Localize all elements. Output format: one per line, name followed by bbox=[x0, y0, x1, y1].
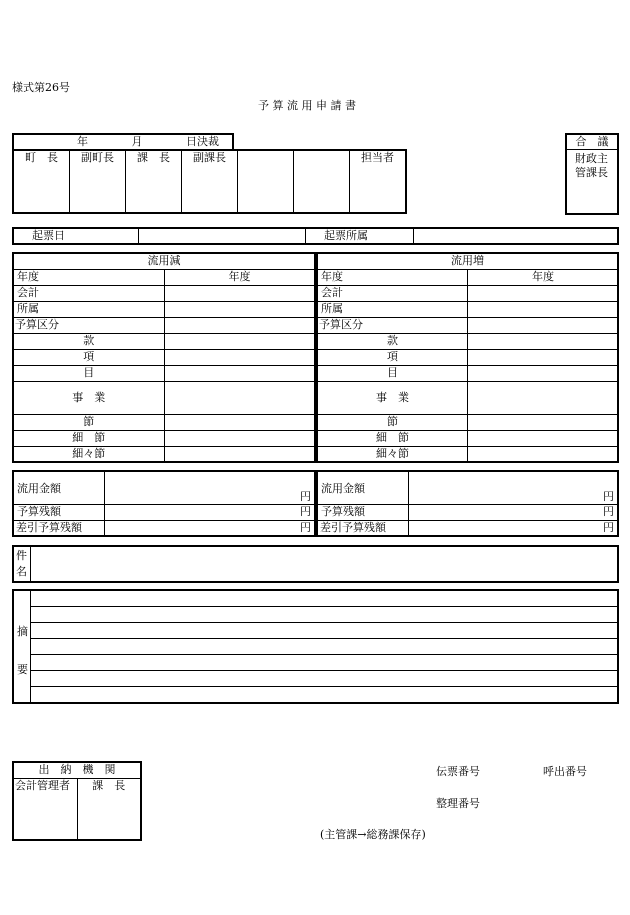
summary-box bbox=[12, 589, 619, 704]
kihyo-date-label: 起票日 bbox=[13, 228, 139, 244]
inc-jigyou-value[interactable] bbox=[468, 381, 619, 414]
dec-nendo-value[interactable]: 年度 bbox=[164, 269, 315, 285]
inc-saisaisetsu-value[interactable] bbox=[468, 446, 619, 462]
council-finance[interactable]: 財政主管課長 bbox=[566, 150, 618, 214]
dec-shozoku-label: 所属 bbox=[13, 301, 164, 317]
inc-nendo-value[interactable]: 年度 bbox=[468, 269, 619, 285]
inc-ryuyou-label: 流用金額 bbox=[317, 471, 409, 504]
approver-tanto[interactable]: 担当者 bbox=[350, 150, 407, 213]
inc-nendo-label: 年度 bbox=[317, 269, 468, 285]
treasury-kaikei[interactable]: 会計管理者 bbox=[13, 778, 77, 840]
inc-shozoku-value[interactable] bbox=[468, 301, 619, 317]
approver-blank-2[interactable] bbox=[294, 150, 350, 213]
summary-label-2: 要 bbox=[17, 663, 28, 676]
dec-setsu-value[interactable] bbox=[164, 414, 315, 430]
inc-kan-label: 款 bbox=[317, 333, 468, 349]
dec-sashihiki-value[interactable]: 円 bbox=[105, 520, 316, 536]
approver-fukukacho[interactable]: 副課長 bbox=[182, 150, 238, 213]
summary-line[interactable] bbox=[31, 654, 617, 655]
dec-kaikei-label: 会計 bbox=[13, 285, 164, 301]
increase-header: 流用増 bbox=[317, 253, 618, 269]
summary-line[interactable] bbox=[31, 606, 617, 607]
dec-saisetsu-value[interactable] bbox=[164, 430, 315, 446]
inc-kubun-value[interactable] bbox=[468, 317, 619, 333]
approver-kacho[interactable]: 課 長 bbox=[126, 150, 182, 213]
treasury-kacho[interactable]: 課 長 bbox=[77, 778, 141, 840]
inc-moku-label: 目 bbox=[317, 365, 468, 381]
inc-saisaisetsu-label: 細々節 bbox=[317, 446, 468, 462]
form-number: 様式第26号 bbox=[12, 81, 70, 94]
dec-saisaisetsu-value[interactable] bbox=[164, 446, 315, 462]
summary-line[interactable] bbox=[31, 638, 617, 639]
dec-kubun-label: 予算区分 bbox=[13, 317, 164, 333]
kihyo-dept-label: 起票所属 bbox=[306, 228, 414, 244]
dec-ryuyou-value[interactable]: 円 bbox=[105, 471, 316, 504]
inc-kubun-label: 予算区分 bbox=[317, 317, 468, 333]
dec-kou-label: 項 bbox=[13, 349, 164, 365]
inc-jigyou-label: 事 業 bbox=[317, 381, 468, 414]
dec-zangaku-label: 予算残額 bbox=[13, 504, 105, 520]
dec-sashihiki-label: 差引予算残額 bbox=[13, 520, 105, 536]
approver-fukucho[interactable]: 副町長 bbox=[70, 150, 126, 213]
council-header: 合 議 bbox=[566, 134, 618, 150]
summary-line[interactable] bbox=[31, 670, 617, 671]
council-box bbox=[565, 133, 619, 215]
inc-kaikei-label: 会計 bbox=[317, 285, 468, 301]
dec-kubun-value[interactable] bbox=[164, 317, 315, 333]
dec-jigyou-value[interactable] bbox=[164, 381, 315, 414]
slip-number-label: 伝票番号 bbox=[436, 765, 480, 778]
dec-kan-value[interactable] bbox=[164, 333, 315, 349]
subject-value[interactable] bbox=[31, 546, 619, 582]
subject-label-2: 名 bbox=[16, 565, 27, 578]
dec-kaikei-value[interactable] bbox=[164, 285, 315, 301]
summary-line[interactable] bbox=[31, 686, 617, 687]
decrease-amount-table bbox=[12, 470, 316, 537]
inc-setsu-value[interactable] bbox=[468, 414, 619, 430]
kihyo-date-value[interactable] bbox=[139, 228, 306, 244]
approver-blank-1[interactable] bbox=[238, 150, 294, 213]
decrease-table bbox=[12, 252, 316, 463]
inc-kaikei-value[interactable] bbox=[468, 285, 619, 301]
dec-saisaisetsu-label: 細々節 bbox=[13, 446, 164, 462]
dec-shozoku-value[interactable] bbox=[164, 301, 315, 317]
inc-zangaku-label: 予算残額 bbox=[317, 504, 409, 520]
inc-saisetsu-value[interactable] bbox=[468, 430, 619, 446]
dec-moku-value[interactable] bbox=[164, 365, 315, 381]
dec-moku-label: 目 bbox=[13, 365, 164, 381]
approver-table bbox=[12, 149, 407, 214]
treasury-header: 出 納 機 関 bbox=[13, 762, 141, 778]
dec-zangaku-value[interactable]: 円 bbox=[105, 504, 316, 520]
kihyo-table bbox=[12, 227, 619, 245]
kihyo-dept-value[interactable] bbox=[414, 228, 619, 244]
inc-kou-label: 項 bbox=[317, 349, 468, 365]
storage-note: (主管課→総務課保存) bbox=[320, 828, 426, 841]
summary-label-1: 摘 bbox=[17, 625, 28, 638]
increase-table bbox=[316, 252, 619, 463]
inc-setsu-label: 節 bbox=[317, 414, 468, 430]
dec-nendo-label: 年度 bbox=[13, 269, 164, 285]
dec-kou-value[interactable] bbox=[164, 349, 315, 365]
call-number-label: 呼出番号 bbox=[543, 765, 587, 778]
ref-number-label: 整理番号 bbox=[436, 797, 480, 810]
inc-saisetsu-label: 細 節 bbox=[317, 430, 468, 446]
summary-line[interactable] bbox=[31, 622, 617, 623]
decrease-header: 流用減 bbox=[13, 253, 315, 269]
decision-year: 年 bbox=[77, 135, 88, 148]
dec-ryuyou-label: 流用金額 bbox=[13, 471, 105, 504]
inc-kou-value[interactable] bbox=[468, 349, 619, 365]
subject-table bbox=[12, 545, 619, 583]
inc-moku-value[interactable] bbox=[468, 365, 619, 381]
inc-sashihiki-value[interactable]: 円 bbox=[409, 520, 619, 536]
treasury-table bbox=[12, 761, 142, 841]
dec-saisetsu-label: 細 節 bbox=[13, 430, 164, 446]
inc-ryuyou-value[interactable]: 円 bbox=[409, 471, 619, 504]
inc-kan-value[interactable] bbox=[468, 333, 619, 349]
dec-kan-label: 款 bbox=[13, 333, 164, 349]
dec-jigyou-label: 事 業 bbox=[13, 381, 164, 414]
subject-label bbox=[13, 546, 31, 582]
form-title: 予 算 流 用 申 請 書 bbox=[258, 99, 356, 112]
dec-setsu-label: 節 bbox=[13, 414, 164, 430]
decision-month: 月 bbox=[131, 135, 143, 148]
subject-label-1: 件 bbox=[16, 549, 27, 562]
inc-zangaku-value[interactable]: 円 bbox=[409, 504, 619, 520]
approver-cho[interactable]: 町 長 bbox=[13, 150, 70, 213]
decision-day: 日決裁 bbox=[186, 135, 219, 148]
inc-sashihiki-label: 差引予算残額 bbox=[317, 520, 409, 536]
inc-shozoku-label: 所属 bbox=[317, 301, 468, 317]
increase-amount-table bbox=[316, 470, 619, 537]
decision-date-box bbox=[12, 133, 234, 150]
